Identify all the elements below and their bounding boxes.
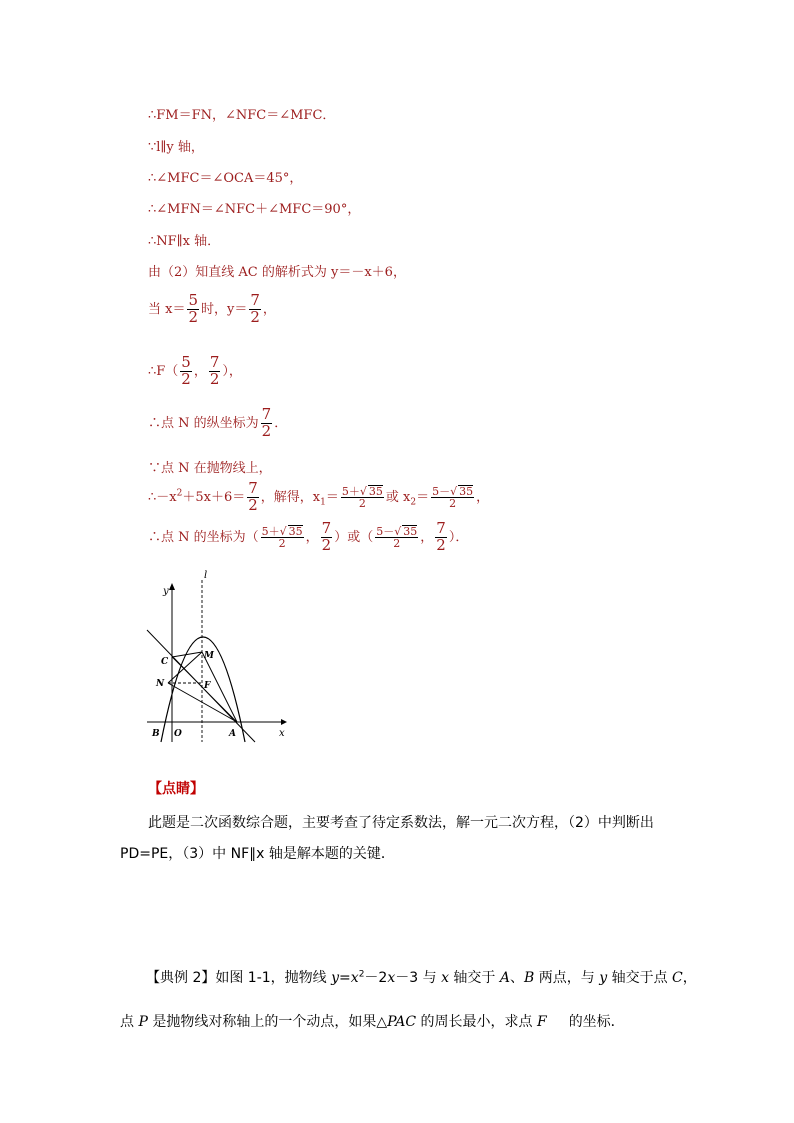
- fraction-denominator: 2: [261, 421, 272, 440]
- fraction-denominator: 2: [181, 369, 191, 388]
- fraction-numerator: 5: [188, 291, 199, 309]
- fraction-denominator: 2: [431, 497, 474, 510]
- text-fragment: =: [339, 970, 351, 986]
- parabola-figure: [143, 568, 293, 743]
- math-var: x: [387, 970, 396, 986]
- fraction-5-minus-root35-over-2: [375, 525, 418, 550]
- proof-line-1: ∴FM＝FN，∠NFC＝∠MFC．: [148, 108, 336, 123]
- fraction-numerator: 7: [250, 291, 260, 309]
- text-fragment: ＋5x＋6＝: [182, 489, 246, 505]
- text-fragment: ∴－x: [148, 489, 177, 505]
- fraction-7-over-2: [247, 481, 259, 514]
- fraction-7-over-2: [261, 407, 273, 440]
- proof-line-8: [148, 355, 242, 388]
- text-fragment: －3 与: [395, 970, 442, 986]
- fraction-numerator: 5＋√ 35: [341, 484, 383, 498]
- fraction-denominator: 2: [321, 535, 332, 554]
- text-fragment: 轴交于点: [607, 970, 673, 986]
- superscript: 2: [176, 488, 183, 499]
- text-fragment: ，: [420, 529, 434, 545]
- text-fragment: 的周长最小，求点: [416, 1014, 537, 1030]
- fraction-denominator: 2: [436, 535, 446, 554]
- text-fragment: 或 x: [385, 489, 411, 505]
- text-fragment: 5＋: [261, 524, 280, 538]
- fraction-numerator: 7: [261, 405, 272, 423]
- text-fragment: 5－: [376, 524, 395, 538]
- text-fragment: 点: [120, 1014, 139, 1030]
- fraction-numerator: 5－√ 35: [432, 484, 474, 498]
- fraction-numerator: 7: [248, 479, 258, 497]
- fraction-numerator: 7: [321, 519, 332, 537]
- math-var: A: [499, 970, 510, 986]
- fraction-numerator: 7: [209, 353, 220, 371]
- text-fragment: ．: [274, 415, 288, 431]
- math-var: F: [536, 1014, 547, 1030]
- fraction-numerator: 7: [436, 519, 446, 537]
- text-fragment: ，: [682, 970, 697, 986]
- text-fragment: ＝: [416, 489, 430, 505]
- text-fragment: 轴交于: [448, 970, 500, 986]
- fraction-5-over-2: [187, 293, 199, 326]
- text-fragment: 是抛物线对称轴上的一个动点，如果△: [147, 1014, 388, 1030]
- radicand: 35: [368, 484, 383, 498]
- radicand: 35: [459, 484, 474, 498]
- fraction-7-over-2: [321, 521, 333, 554]
- math-var: y: [599, 970, 608, 986]
- math-var: P: [138, 1014, 148, 1030]
- fraction-denominator: 2: [209, 369, 220, 388]
- text-fragment: ，: [476, 489, 490, 505]
- text-fragment: 时，y＝: [201, 301, 248, 317]
- label-c: C: [161, 657, 169, 667]
- superscript: 2: [358, 969, 365, 980]
- text-fragment: 两点，与: [534, 970, 600, 986]
- fraction-numerator: 5: [181, 353, 191, 371]
- text-fragment: ∴点 N 的纵坐标为: [148, 415, 259, 431]
- proof-line-12: [148, 521, 468, 554]
- subscript: 1: [320, 497, 326, 508]
- text-fragment: 5＋: [341, 484, 360, 498]
- label-b: B: [152, 729, 160, 739]
- text-fragment: ＝: [325, 489, 339, 505]
- x-axis-arrow-icon: [281, 719, 287, 725]
- fraction-5-plus-root35-over-2: [341, 485, 384, 510]
- radicand: 35: [403, 524, 418, 538]
- text-fragment: 当 x＝: [148, 301, 186, 317]
- text-fragment: ）．: [448, 529, 469, 545]
- parabola-curve: [161, 637, 245, 742]
- fraction-denominator: 2: [250, 307, 260, 326]
- text-fragment: ，: [193, 363, 207, 379]
- label-l: l: [204, 570, 208, 581]
- text-fragment: ∴F（: [148, 363, 179, 379]
- fraction-denominator: 2: [261, 537, 304, 550]
- math-var: B: [524, 970, 535, 986]
- proof-line-5: ∴NF∥x 轴．: [148, 234, 221, 249]
- text-fragment: 5－: [432, 484, 451, 498]
- label-f: F: [204, 681, 211, 691]
- math-var: x: [350, 970, 359, 986]
- comment-line-2: PD=PE，（3）中 NF∥x 轴是解本题的关键．: [120, 846, 395, 862]
- segment-na: [168, 683, 237, 722]
- math-var: y: [331, 970, 340, 986]
- math-var: x: [441, 970, 449, 986]
- text-fragment: 、: [510, 970, 524, 986]
- fraction-7-over-2: [435, 521, 447, 554]
- math-var: C: [672, 970, 683, 986]
- text-fragment: 【典例 2】如图 1-1，抛物线: [146, 970, 332, 986]
- fraction-7-over-2: [249, 293, 261, 326]
- text-fragment: ），: [222, 363, 242, 379]
- fraction-numerator: 5＋√ 35: [261, 524, 303, 538]
- fraction-denominator: 2: [375, 537, 418, 550]
- example-line-1: [146, 967, 697, 987]
- proof-line-3: ∴∠MFC＝∠OCA＝45°，: [148, 171, 303, 186]
- proof-line-7: [148, 293, 276, 326]
- label-a: A: [229, 729, 236, 739]
- comment-line-1: 此题是二次函数综合题，主要考查了待定系数法，解一元二次方程，（2）中判断出: [148, 815, 654, 831]
- subscript: 2: [410, 497, 417, 508]
- y-axis-arrow-icon: [169, 583, 175, 590]
- math-var: PAC: [387, 1014, 417, 1030]
- text-fragment: ，: [262, 301, 276, 317]
- text-fragment: ，解得，x: [260, 489, 321, 505]
- text-fragment: 的坐标．: [568, 1014, 625, 1030]
- label-n: N: [156, 679, 165, 689]
- proof-line-10: ∵点 N 在抛物线上，: [148, 461, 272, 476]
- fraction-7-over-2: [209, 355, 221, 388]
- proof-line-6: 由（2）知直线 AC 的解析式为 y＝－x＋6，: [148, 265, 406, 280]
- fraction-5-plus-root35-over-2: [261, 525, 304, 550]
- text-fragment: ）或（: [334, 529, 374, 545]
- fraction-5-over-2: [180, 355, 192, 388]
- proof-line-4: ∴∠MFN＝∠NFC＋∠MFC＝90°，: [148, 202, 361, 217]
- label-o: O: [174, 729, 182, 739]
- example-line-2: [120, 1011, 625, 1031]
- label-x: x: [279, 728, 285, 739]
- fraction-denominator: 2: [248, 495, 258, 514]
- proof-line-2: ∵l∥y 轴，: [148, 140, 204, 155]
- text-fragment: ∴点 N 的坐标为（: [148, 529, 259, 545]
- fraction-5-minus-root35-over-2: [431, 485, 474, 510]
- label-y: y: [163, 586, 169, 597]
- fraction-denominator: 2: [341, 497, 384, 510]
- fraction-denominator: 2: [188, 307, 199, 326]
- label-m: M: [204, 651, 214, 661]
- fraction-numerator: 5－√ 35: [376, 524, 418, 538]
- text-fragment: －2: [364, 970, 388, 986]
- proof-line-9: [148, 407, 287, 440]
- text-fragment: ，: [305, 529, 319, 545]
- proof-line-11: [148, 481, 489, 514]
- comment-heading: 【点睛】: [148, 781, 204, 797]
- radicand: 35: [288, 524, 303, 538]
